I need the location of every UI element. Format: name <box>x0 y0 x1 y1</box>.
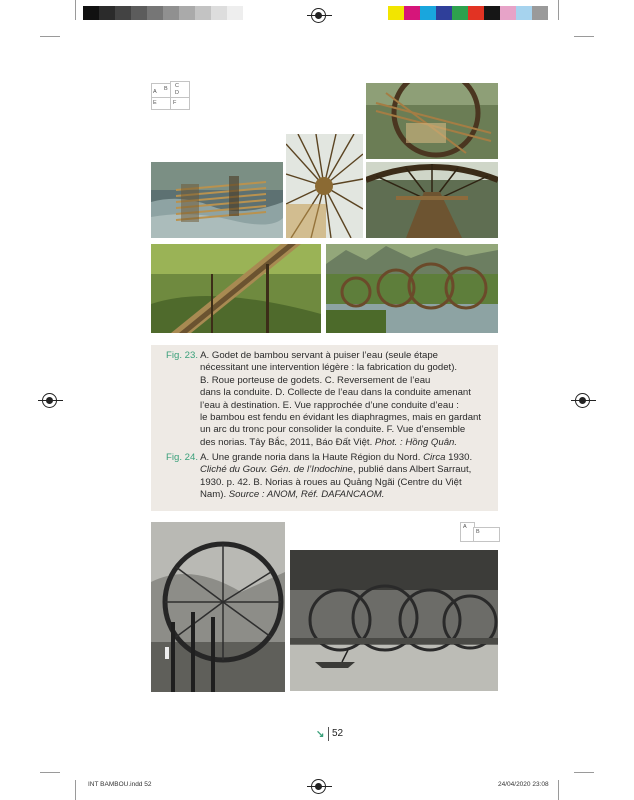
gray-swatch <box>147 6 163 20</box>
photo-bamboo-bucket <box>151 162 283 238</box>
photo-credit: Phot. : Hồng Quân. <box>374 436 458 448</box>
slug-date: 24/04/2020 23:08 <box>498 781 549 788</box>
page-number: 52 <box>332 728 344 739</box>
gray-swatch <box>115 6 131 20</box>
caption-line: le bambou est fendu en évidant les diaphragmes, mais en gardant <box>200 412 482 423</box>
photo-wheel-spokes <box>286 134 363 238</box>
caption-line: un arc du tronc pour consolider la conduite. F. Vue d’ensemble <box>200 424 466 436</box>
gray-swatch <box>211 6 227 20</box>
caption-text: 1930. <box>445 452 473 463</box>
key-label-c: C <box>175 83 179 89</box>
fig24-line-1 <box>166 452 496 464</box>
arrow-icon: ↘ <box>316 729 325 740</box>
caption-text: , publié dans Albert Sarraut, <box>352 464 472 476</box>
crop-mark <box>558 0 559 20</box>
key-label-f: F <box>173 100 177 106</box>
gray-swatch <box>227 6 243 20</box>
caption-line <box>200 437 530 449</box>
slug-filename: INT BAMBOU.indd 52 <box>88 781 152 788</box>
gray-swatch <box>83 6 99 20</box>
color-swatch <box>532 6 548 20</box>
caption-text: des norias. Tây Bắc, 2011, Báo Đất Việt. <box>200 436 375 448</box>
color-swatch <box>420 6 436 20</box>
photo-water-pouring <box>366 83 498 159</box>
crop-mark <box>40 36 60 37</box>
source-credit: Source : ANOM, Réf. DAFANCAOM. <box>228 489 385 501</box>
key-label-d: D <box>175 90 179 96</box>
caption-italic: Circa <box>423 452 446 463</box>
caption-line <box>200 464 530 476</box>
key-label-a: A <box>463 524 467 530</box>
caption-line: B. Roue porteuse de godets. C. Reversement de l’eau <box>200 374 431 386</box>
fig23-line-1 <box>166 350 496 362</box>
key-label-b: B <box>476 529 480 535</box>
caption-line: 1930. p. 42. B. Norias à roues au Quảng Ngãi (Centre du Việt <box>200 476 462 488</box>
registration-mark <box>311 8 326 23</box>
crop-mark <box>574 36 594 37</box>
caption-text: Nam). <box>200 489 229 501</box>
photo-norias-quang-ngai <box>290 550 498 691</box>
color-swatch <box>468 6 484 20</box>
crop-mark <box>40 772 60 773</box>
crop-mark <box>558 780 559 800</box>
photo-conduit-collection <box>366 162 498 238</box>
fig23-label: Fig. 23. <box>166 350 198 361</box>
caption-line <box>200 489 530 501</box>
caption-text: A. Une grande noria dans la Haute Région du Nord. <box>200 452 424 463</box>
color-swatch <box>436 6 452 20</box>
fig24-label: Fig. 24. <box>166 452 198 463</box>
caption-italic: Cliché du Gouv. Gén. de l’Indochine <box>200 464 353 476</box>
gray-swatch <box>179 6 195 20</box>
crop-mark <box>75 780 76 800</box>
color-swatch <box>500 6 516 20</box>
color-swatch <box>452 6 468 20</box>
key-label-a: A <box>153 89 157 95</box>
color-swatch <box>516 6 532 20</box>
registration-mark <box>42 393 57 408</box>
photo-norias-overview <box>326 244 498 333</box>
caption-line: dans la conduite. D. Collecte de l’eau dans la conduite amenant <box>200 387 471 399</box>
key-label-e: E <box>153 100 157 106</box>
photo-split-bamboo-conduit <box>151 244 321 333</box>
registration-mark <box>575 393 590 408</box>
caption-line: nécessitant une intervention légère : la fabrication du godet). <box>200 362 458 374</box>
photo-large-noria <box>151 522 285 692</box>
divider <box>328 727 329 741</box>
color-swatch <box>388 6 404 20</box>
gray-swatch <box>195 6 211 20</box>
gray-swatch <box>131 6 147 20</box>
gray-swatch <box>99 6 115 20</box>
color-swatch <box>404 6 420 20</box>
color-swatch <box>484 6 500 20</box>
crop-mark <box>75 0 76 20</box>
gray-swatch <box>163 6 179 20</box>
caption-text: A. Godet de bambou servant à puiser l’eau (seule étape <box>200 350 439 361</box>
registration-mark <box>311 779 326 794</box>
crop-mark <box>574 772 594 773</box>
key-label-b: B <box>164 86 168 92</box>
caption-line: l’eau à destination. E. Vue rapprochée d’une conduite d’eau : <box>200 399 459 411</box>
